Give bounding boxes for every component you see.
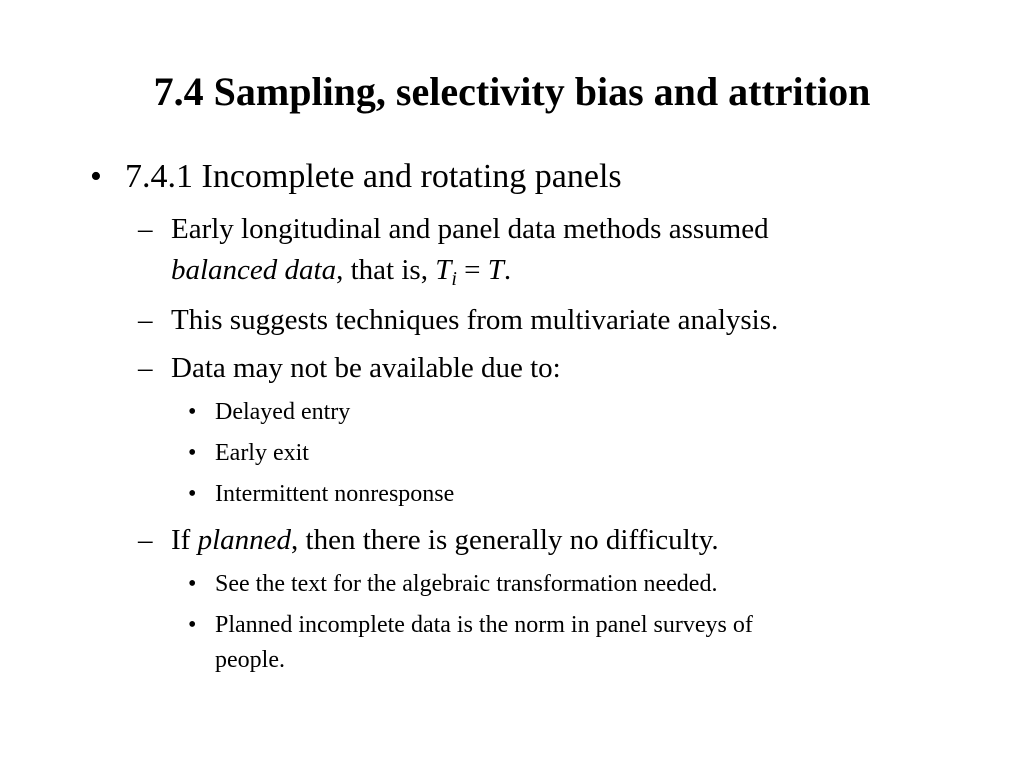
dash-marker: – xyxy=(138,524,153,556)
item2-text: This suggests techniques from multivariate analysis. xyxy=(171,304,779,336)
item1-equals: = xyxy=(456,254,488,286)
item1-subscript: i xyxy=(451,268,457,290)
bullet-marker: • xyxy=(90,158,102,195)
item4-subitem-continuation: people. xyxy=(215,647,285,673)
bullet-marker: • xyxy=(188,571,197,597)
item3-subitem: Delayed entry xyxy=(215,399,351,425)
bullet-level1-text: 7.4.1 Incomplete and rotating panels xyxy=(125,158,622,195)
item4-prefix: If xyxy=(171,524,198,556)
bullet-marker: • xyxy=(188,481,197,507)
item3-subitem: Intermittent nonresponse xyxy=(215,481,455,507)
item1-middle: , that is, xyxy=(336,254,436,286)
item4-text xyxy=(171,520,719,560)
item1-line1: Early longitudinal and panel data methods assumed xyxy=(171,213,769,245)
bullet-marker: • xyxy=(188,399,197,425)
bullet-marker: • xyxy=(188,612,197,638)
dash-marker: – xyxy=(138,213,153,245)
item1-line2 xyxy=(171,250,511,299)
item1-var-t: T xyxy=(435,254,452,286)
item4-suffix: , then there is generally no difficulty. xyxy=(291,524,719,556)
dash-marker: – xyxy=(138,304,153,336)
item4-italic: planned xyxy=(197,524,292,556)
item1-italic: balanced data xyxy=(171,254,337,286)
bullet-level1 xyxy=(90,157,102,197)
item4-subitem: See the text for the algebraic transformation needed. xyxy=(215,571,718,597)
item4-subitem: Planned incomplete data is the norm in panel surveys of xyxy=(215,612,753,638)
slide-title: 7.4 Sampling, selectivity bias and attrition xyxy=(153,69,871,114)
item3-subitem: Early exit xyxy=(215,440,309,466)
item3-text: Data may not be available due to: xyxy=(171,352,561,384)
item1-end: . xyxy=(503,254,512,286)
dash-marker: – xyxy=(138,352,153,384)
bullet-marker: • xyxy=(188,440,197,466)
item1-var-t2: T xyxy=(487,254,504,286)
